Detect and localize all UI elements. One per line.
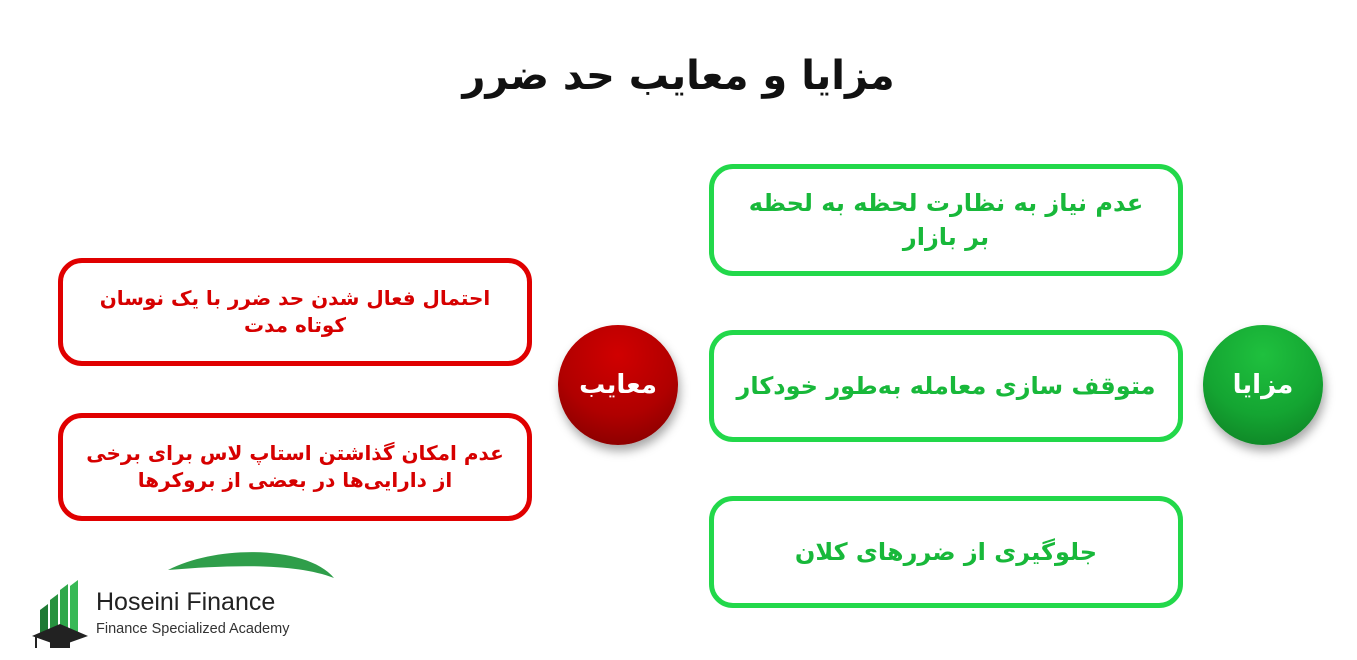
disadvantage-text-1: احتمال فعال شدن حد ضرر با یک نوسان کوتاه مدت: [99, 286, 491, 337]
disadvantage-card-2: [58, 413, 532, 521]
disadvantages-circle: [558, 325, 678, 445]
advantage-text-2: متوقف سازی معامله به‌طور خودکار: [736, 372, 1156, 400]
advantage-card-1: [709, 164, 1183, 276]
brand-logo: [28, 548, 348, 660]
disadvantage-text-2: عدم امکان گذاشتن استاپ لاس برای برخی از دارایی‌ها در بعضی از بروکرها: [86, 441, 504, 492]
disadvantage-card-1: [58, 258, 532, 366]
advantages-label: مزایا: [1232, 370, 1294, 400]
logo-name: Hoseini Finance: [96, 588, 276, 616]
advantage-card-2: [709, 330, 1183, 442]
advantage-text-3: جلوگیری از ضررهای کلان: [794, 538, 1098, 566]
page-title: مزایا و معایب حد ضرر: [462, 53, 895, 99]
advantage-text-1: عدم نیاز به نظارت لحظه به لحظه بر بازار: [748, 189, 1144, 251]
disadvantages-label: معایب: [579, 370, 657, 400]
logo-tagline: Finance Specialized Academy: [96, 621, 290, 637]
advantage-card-3: [709, 496, 1183, 608]
advantages-circle: [1203, 325, 1323, 445]
